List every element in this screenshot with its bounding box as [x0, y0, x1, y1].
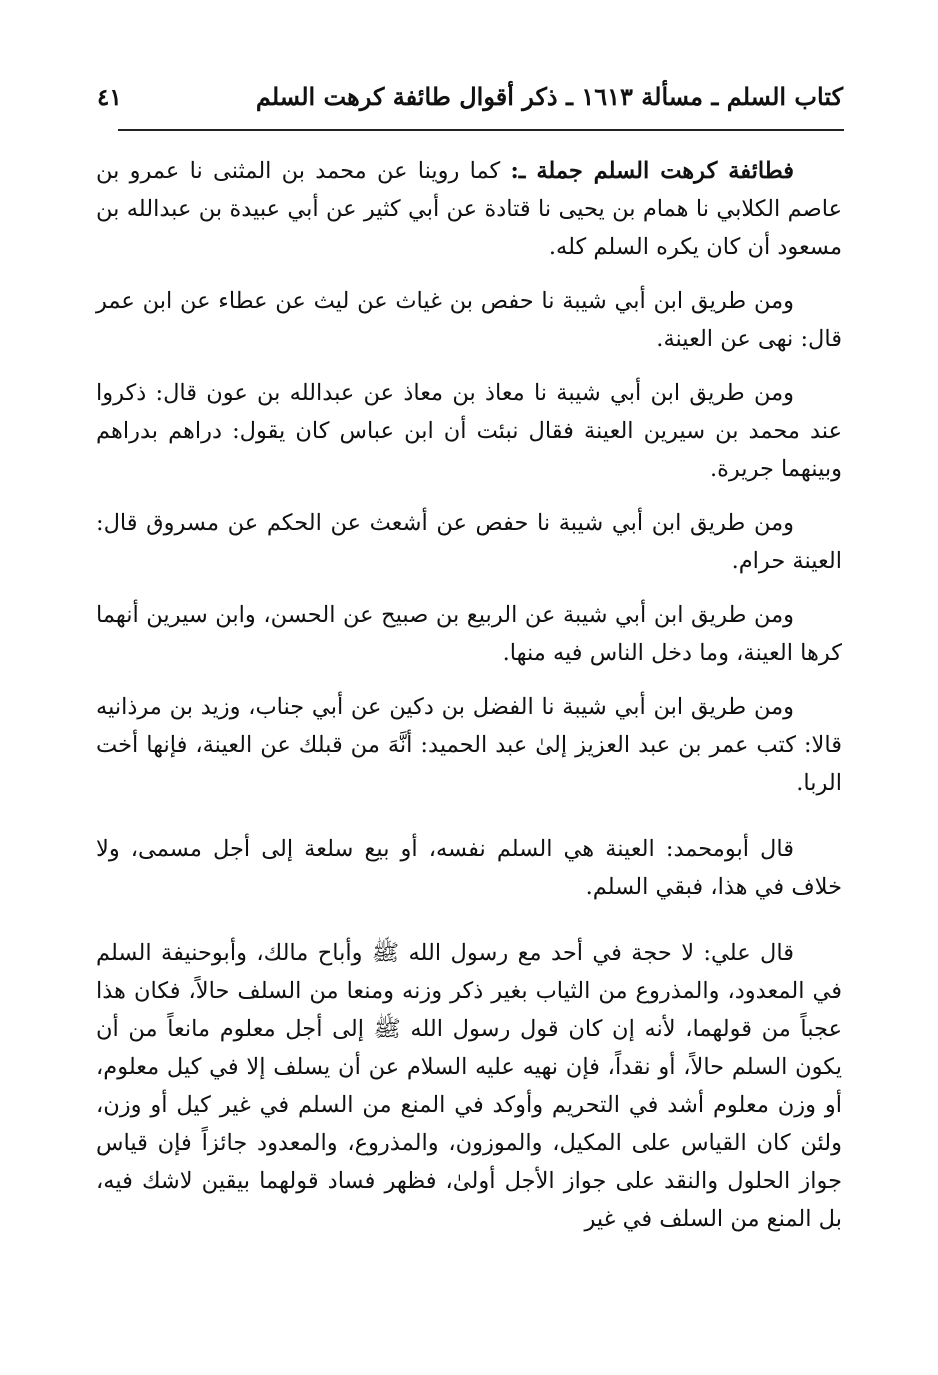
paragraph: [96, 688, 842, 802]
paragraph-text: ومن طريق ابن أبي شيبة نا حفص عن أشعث عن الحكم عن مسروق قال: العينة حرام.: [96, 510, 842, 574]
paragraph-text: قال علي: لا حجة في أحد مع رسول الله ﷺ وأباح مالك، وأبوحنيفة السلم في المعدود، والمذروع من الثياب بغير ذكر وزنه ومنعا من السلف حالاً، فكان هذا عجباً من قولهما، لأنه إن كان قول رسول الله ﷺ إلى أجل معلوم مانعاً من أن يكون السلم حالاً، أو نقداً، فإن نهيه عليه السلام عن أن يسلف إلا في كيل معلوم، أو وزن معلوم أشد في التحريم وأوكد في المنع من السلم في غير كيل أو وزن، ولئن كان القياس على المكيل، والموزون، والمذروع، والمعدود جائزاً فإن قياس جواز الحلول والنقد على جواز الأجل أولىٰ، فظهر فساد قولهما بيقين لاشك فيه، بل المنع من السلف في غير: [96, 940, 842, 1232]
paragraph-text: ومن طريق ابن أبي شيبة نا الفضل بن دكين عن أبي جناب، وزيد بن مرذانيه قالا: كتب عمر بن عبد العزيز إلىٰ عبد الحميد: أنَّهَ من قبلك عن العينة، فإنها أخت الربا.: [96, 694, 842, 796]
paragraph-text: ومن طريق ابن أبي شيبة عن الربيع بن صبيح عن الحسن، وابن سيرين أنهما كرها العينة، وما دخل الناس فيه منها.: [96, 602, 842, 666]
paragraph: [96, 934, 842, 1238]
paragraph-text: قال أبومحمد: العينة هي السلم نفسه، أو بيع سلعة إلى أجل مسمى، ولا خلاف في هذا، فبقي السلم.: [96, 836, 842, 900]
paragraph: [96, 282, 842, 358]
page-number: ٤١: [97, 84, 122, 111]
paragraph: [96, 504, 842, 580]
paragraph: [96, 596, 842, 672]
paragraph-text: كما روينا عن محمد بن المثنى نا عمرو بن عاصم الكلابي نا همام بن يحيى نا قتادة عن أبي كثير عن أبي عبيدة بن عبدالله بن مسعود أن كان يكره السلم كله.: [96, 158, 842, 260]
paragraph-text: ومن طريق ابن أبي شيبة نا معاذ بن معاذ عن عبدالله بن عون قال: ذكروا عند محمد بن سيرين العينة فقال نبئت أن ابن عباس كان يقول: دراهم بدراهم وبينهما جريرة.: [96, 380, 842, 482]
running-head: كتاب السلم ـ مسألة ١٦١٣ ـ ذكر أقوال طائفة كرهت السلم: [255, 82, 843, 111]
body-text: [96, 152, 842, 1254]
paragraph-lead: فطائفة كرهت السلم جملة ـ:: [510, 158, 794, 184]
paragraph: [96, 374, 842, 488]
paragraph: [96, 152, 842, 266]
paragraph: [96, 830, 842, 906]
paragraph-text: ومن طريق ابن أبي شيبة نا حفص بن غياث عن ليث عن عطاء عن ابن عمر قال: نهى عن العينة.: [96, 288, 842, 352]
header-rule: [118, 129, 844, 131]
page-header: [95, 76, 843, 126]
